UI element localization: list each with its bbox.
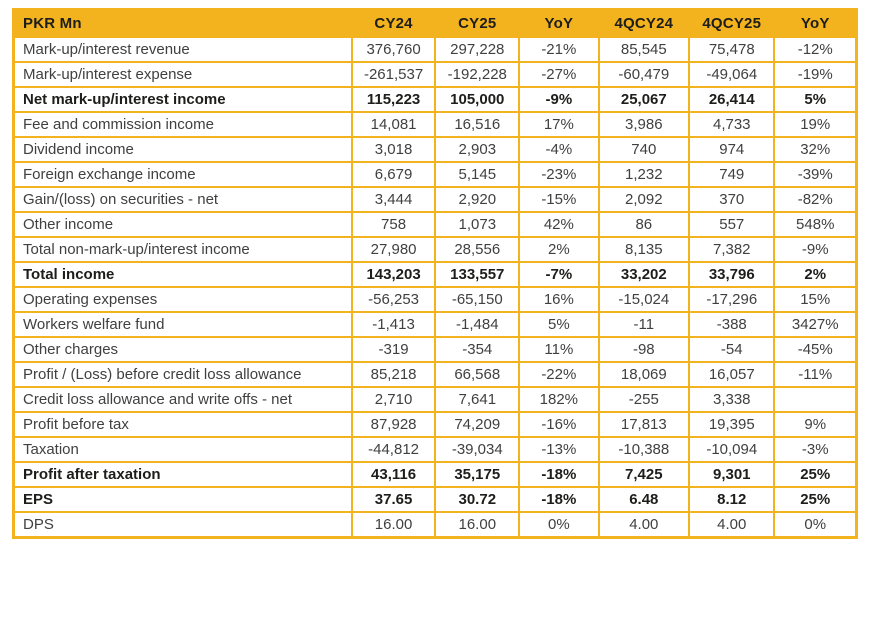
cell-value: 2% [774,262,856,287]
cell-value: -56,253 [352,287,436,312]
cell-value: 4,733 [689,112,774,137]
row-label: Taxation [14,437,352,462]
cell-value: -7% [519,262,598,287]
cell-value: -9% [774,237,856,262]
cell-value: 75,478 [689,37,774,62]
cell-value: -11% [774,362,856,387]
cell-value: 42% [519,212,598,237]
cell-value: 35,175 [435,462,519,487]
cell-value: -4% [519,137,598,162]
row-label: Net mark-up/interest income [14,87,352,112]
cell-value: 17,813 [599,412,690,437]
cell-value: -1,484 [435,312,519,337]
row-label: Dividend income [14,137,352,162]
cell-value: 2,710 [352,387,436,412]
cell-value: 105,000 [435,87,519,112]
table-row [14,312,857,337]
row-label: DPS [14,512,352,538]
cell-value: -12% [774,37,856,62]
cell-value: 27,980 [352,237,436,262]
cell-value: 25,067 [599,87,690,112]
cell-value: -49,064 [689,62,774,87]
cell-value: 4.00 [599,512,690,538]
cell-value: 3,986 [599,112,690,137]
cell-value: 2,092 [599,187,690,212]
cell-value: 8,135 [599,237,690,262]
cell-value: 32% [774,137,856,162]
row-label: EPS [14,487,352,512]
table-row [14,112,857,137]
cell-value: 16.00 [352,512,436,538]
cell-value: 548% [774,212,856,237]
cell-value: -39% [774,162,856,187]
row-label: Profit / (Loss) before credit loss allowance [14,362,352,387]
header-cell-yoy-5: YoY [774,10,856,37]
cell-value: 17% [519,112,598,137]
cell-value: -60,479 [599,62,690,87]
row-label: Other charges [14,337,352,362]
cell-value: 6,679 [352,162,436,187]
cell-value: 9% [774,412,856,437]
cell-value: -22% [519,362,598,387]
cell-value [774,387,856,412]
table-row [14,512,857,538]
cell-value: 28,556 [435,237,519,262]
table-row [14,162,857,187]
cell-value: 2% [519,237,598,262]
cell-value: 370 [689,187,774,212]
cell-value: 18,069 [599,362,690,387]
cell-value: -10,094 [689,437,774,462]
row-label: Gain/(loss) on securities - net [14,187,352,212]
header-cell-unit-label: PKR Mn [14,10,352,37]
header-cell-4qcy25-4: 4QCY25 [689,10,774,37]
cell-value: -255 [599,387,690,412]
cell-value: -17,296 [689,287,774,312]
cell-value: 557 [689,212,774,237]
cell-value: 8.12 [689,487,774,512]
cell-value: 15% [774,287,856,312]
cell-value: -11 [599,312,690,337]
cell-value: 14,081 [352,112,436,137]
cell-value: 4.00 [689,512,774,538]
table-header-row [14,10,857,37]
header-cell-4qcy24-3: 4QCY24 [599,10,690,37]
cell-value: -54 [689,337,774,362]
income-statement-table [12,8,858,539]
table-row [14,87,857,112]
table-body [14,37,857,538]
cell-value: 1,073 [435,212,519,237]
table-row [14,237,857,262]
cell-value: -192,228 [435,62,519,87]
cell-value: -13% [519,437,598,462]
cell-value: 2,920 [435,187,519,212]
cell-value: 33,202 [599,262,690,287]
cell-value: 85,218 [352,362,436,387]
table-row [14,412,857,437]
cell-value: 16% [519,287,598,312]
cell-value: -21% [519,37,598,62]
row-label: Profit after taxation [14,462,352,487]
row-label: Credit loss allowance and write offs - net [14,387,352,412]
cell-value: 37.65 [352,487,436,512]
table-row [14,212,857,237]
cell-value: 1,232 [599,162,690,187]
table-row [14,362,857,387]
cell-value: 7,641 [435,387,519,412]
cell-value: 74,209 [435,412,519,437]
cell-value: 43,116 [352,462,436,487]
table-row [14,337,857,362]
cell-value: 3,018 [352,137,436,162]
cell-value: 974 [689,137,774,162]
cell-value: 133,557 [435,262,519,287]
cell-value: -15,024 [599,287,690,312]
cell-value: -3% [774,437,856,462]
cell-value: 297,228 [435,37,519,62]
row-label: Other income [14,212,352,237]
cell-value: 26,414 [689,87,774,112]
cell-value: 143,203 [352,262,436,287]
cell-value: 182% [519,387,598,412]
cell-value: -65,150 [435,287,519,312]
cell-value: -44,812 [352,437,436,462]
cell-value: -9% [519,87,598,112]
table-row [14,437,857,462]
cell-value: 87,928 [352,412,436,437]
cell-value: 6.48 [599,487,690,512]
cell-value: 16,516 [435,112,519,137]
cell-value: 5% [774,87,856,112]
cell-value: 7,382 [689,237,774,262]
cell-value: 3,444 [352,187,436,212]
cell-value: 33,796 [689,262,774,287]
cell-value: -10,388 [599,437,690,462]
cell-value: 11% [519,337,598,362]
cell-value: 16.00 [435,512,519,538]
cell-value: 9,301 [689,462,774,487]
table-row [14,262,857,287]
cell-value: 5% [519,312,598,337]
row-label: Fee and commission income [14,112,352,137]
cell-value: 25% [774,462,856,487]
cell-value: 19% [774,112,856,137]
cell-value: -388 [689,312,774,337]
row-label: Profit before tax [14,412,352,437]
cell-value: 758 [352,212,436,237]
table-row [14,287,857,312]
cell-value: 376,760 [352,37,436,62]
header-cell-yoy-2: YoY [519,10,598,37]
cell-value: -1,413 [352,312,436,337]
row-label: Operating expenses [14,287,352,312]
cell-value: -319 [352,337,436,362]
cell-value: -98 [599,337,690,362]
cell-value: -27% [519,62,598,87]
cell-value: 3,338 [689,387,774,412]
cell-value: 7,425 [599,462,690,487]
cell-value: 115,223 [352,87,436,112]
cell-value: 85,545 [599,37,690,62]
table-row [14,387,857,412]
row-label: Mark-up/interest revenue [14,37,352,62]
cell-value: -261,537 [352,62,436,87]
cell-value: 19,395 [689,412,774,437]
cell-value: 2,903 [435,137,519,162]
cell-value: -18% [519,487,598,512]
cell-value: 25% [774,487,856,512]
cell-value: -354 [435,337,519,362]
cell-value: 749 [689,162,774,187]
cell-value: 30.72 [435,487,519,512]
cell-value: 740 [599,137,690,162]
cell-value: 66,568 [435,362,519,387]
cell-value: -15% [519,187,598,212]
cell-value: -45% [774,337,856,362]
table-row [14,62,857,87]
cell-value: 0% [519,512,598,538]
row-label: Workers welfare fund [14,312,352,337]
table-row [14,487,857,512]
row-label: Foreign exchange income [14,162,352,187]
table-row [14,37,857,62]
cell-value: -39,034 [435,437,519,462]
header-cell-cy25-1: CY25 [435,10,519,37]
cell-value: 16,057 [689,362,774,387]
cell-value: 5,145 [435,162,519,187]
row-label: Total income [14,262,352,287]
cell-value: -23% [519,162,598,187]
header-cell-cy24-0: CY24 [352,10,436,37]
cell-value: -82% [774,187,856,212]
cell-value: 0% [774,512,856,538]
cell-value: 3427% [774,312,856,337]
cell-value: -16% [519,412,598,437]
row-label: Total non-mark-up/interest income [14,237,352,262]
table-row [14,137,857,162]
table-row [14,462,857,487]
cell-value: -18% [519,462,598,487]
cell-value: 86 [599,212,690,237]
cell-value: -19% [774,62,856,87]
row-label: Mark-up/interest expense [14,62,352,87]
table-row [14,187,857,212]
table-header [14,10,857,37]
